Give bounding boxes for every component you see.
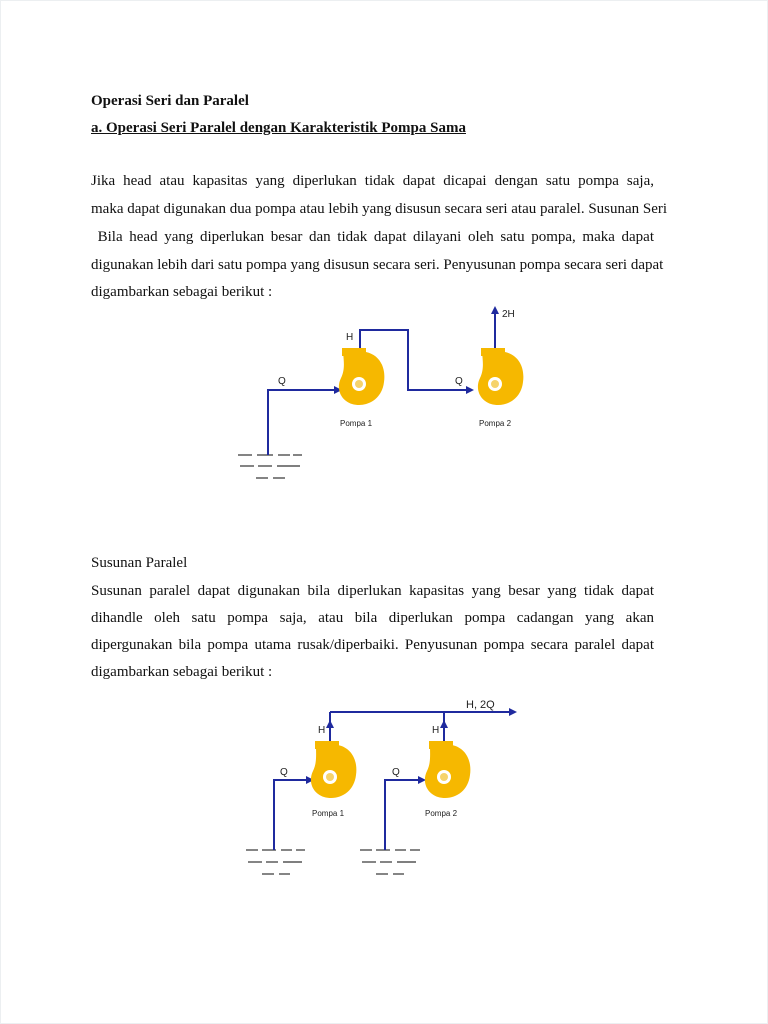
parallel-line-4: digambarkan sebagai berikut :	[91, 664, 273, 680]
parallel-outlet-label: H, 2Q	[466, 699, 495, 711]
parallel-line-1: Susunan paralel dapat digunakan bila diperlukan kapasitas yang besar yang tidak dapat	[91, 583, 654, 599]
parallel-pump-2-icon	[425, 741, 470, 798]
intro-line-1: Jika head atau kapasitas yang diperlukan tidak dapat dicapai dengan satu pompa saja,	[91, 173, 654, 189]
series-pump-2-label: Pompa 2	[479, 419, 512, 428]
parallel-flow-2-label: Q	[392, 767, 400, 778]
series-pump-1-label: Pompa 1	[340, 419, 373, 428]
page-title: Operasi Seri dan Paralel	[91, 93, 249, 109]
parallel-heading: Susunan Paralel	[91, 555, 188, 571]
parallel-line-2: dihandle oleh satu pompa saja, atau bila diperlukan pompa cadangan yang akan	[91, 610, 654, 626]
series-flow-between-label: Q	[455, 376, 463, 387]
parallel-pump-1-icon	[311, 741, 356, 798]
intro-line-3: Bila head yang diperlukan besar dan tidak dapat dilayani oleh satu pompa, maka dapat	[91, 229, 654, 245]
parallel-pump-2-label: Pompa 2	[425, 809, 458, 818]
series-flow-in-label: Q	[278, 376, 286, 387]
section-subtitle: a. Operasi Seri Paralel dengan Karakteristik Pompa Sama	[91, 120, 466, 136]
parallel-pipe-network	[274, 712, 515, 850]
series-outlet-label: 2H	[502, 309, 515, 320]
intro-line-4: digunakan lebih dari satu pompa yang disusun secara seri. Penyusunan pompa secara seri dapat	[91, 257, 664, 273]
parallel-head-2-label: H	[432, 725, 440, 736]
parallel-flow-1-label: Q	[280, 767, 288, 778]
intro-line-5: digambarkan sebagai berikut :	[91, 284, 273, 300]
parallel-pump-1-label: Pompa 1	[312, 809, 345, 818]
parallel-head-1-label: H	[318, 725, 326, 736]
reservoir-1-symbol	[246, 850, 305, 874]
series-head-label: H	[346, 332, 354, 343]
parallel-line-3: dipergunakan bila pompa utama rusak/diperbaiki. Penyusunan pompa secara paralel dapat	[91, 637, 654, 653]
reservoir-2-symbol	[360, 850, 420, 874]
intro-line-2: maka dapat digunakan dua pompa atau lebih yang disusun secara seri atau paralel. Susunan Seri	[91, 201, 668, 217]
